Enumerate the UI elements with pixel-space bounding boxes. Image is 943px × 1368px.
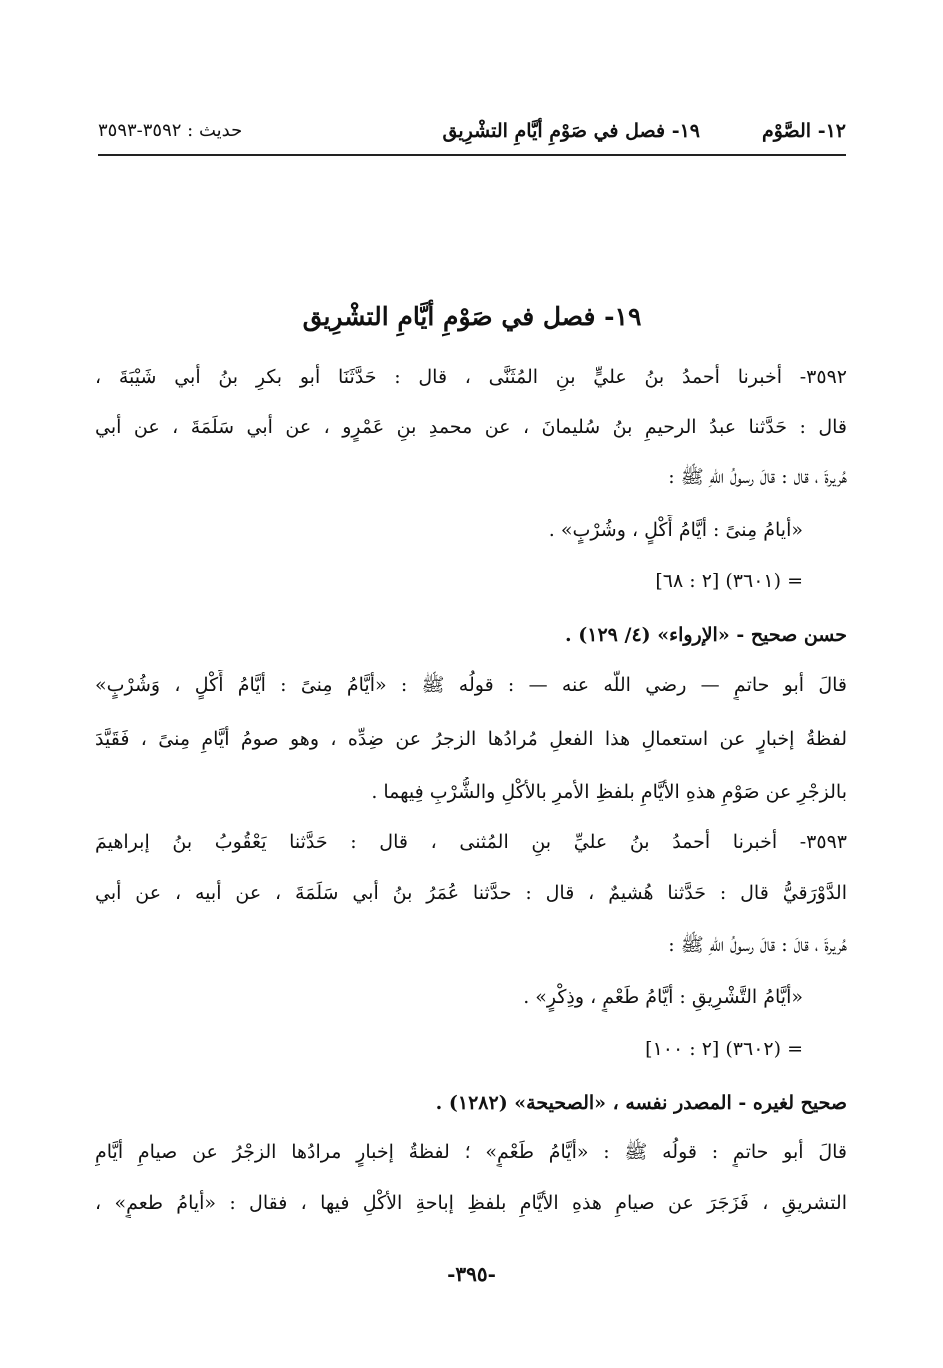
running-head-chapter: ١٩- فصل في صَوْمِ أيَّامِ التشْرِيق [442, 120, 700, 142]
running-head-book: ١٢- الصَّوْم [761, 120, 846, 142]
hadith-3593-text: «أيَّامُ التَّشْرِيقِ : أيَّامُ طَعْمٍ ، وذِكْرٍ» . [523, 986, 803, 1008]
hadith-3593-cross-reference: = (٣٦٠٢) [٢ : ١٠٠] [645, 1038, 803, 1060]
hadith-3592-grading: حسن صحيح - «الإرواء» (٤/ ١٢٩) . [565, 624, 847, 646]
hadith-3592-cross-reference: = (٣٦٠١) [٢ : ٦٨] [655, 570, 803, 592]
commentary-1-line-3: بالزجْرِ عن صَوْمِ هذهِ الأيَّامِ بلفظِ الأمرِ بالأكْلِ والشُّرْبِ فِيهما . [371, 781, 847, 803]
commentary-2-line-2: التشريقِ ، فَزَجَرَ عن صيامِ هذهِ الأيَّامِ بلفظِ إباحةِ الأكْلِ فيها ، فقال : «أيامُ طعمٍ» ، [95, 1192, 847, 1214]
hadith-3593-isnad-line-1: ٣٥٩٣- أخبرنا أحمدُ بنُ عليِّ بنِ المُثنى ، قال : حَدَّثنا يَعْقُوبُ بنُ إبراهيمَ [95, 831, 847, 853]
commentary-1-line-1: قالَ أبو حاتمٍ — رضي اللّه عنه — : قولُه ﷺ : «أيَّامُ مِنىً : أيَّامُ أَكْلٍ ، وَشُرْبٍ» [95, 674, 847, 696]
hadith-3593-grading: صحيح لغيره - المصدر نفسه ، «الصحيحة» (١٢٨٢) . [435, 1092, 847, 1114]
running-head [98, 114, 846, 156]
running-head-hadith-range: حديث : ٣٥٩٢-٣٥٩٣ [98, 120, 243, 141]
hadith-3593-isnad-line-2: الدَّوْرَقيُّ قال : حَدَّثنا هُشيمٌ ، قال : حدَّثنا عُمَرُ بنُ أبي سَلَمَةَ ، عن أبيه ، عن أبي [95, 882, 847, 904]
page-number: -٣٩٥- [447, 1262, 496, 1286]
hadith-3593-isnad-line-3: هُريرةَ ، قالَ : قالَ رسولُ اللّهِ ﷺ : [668, 934, 847, 956]
section-title: ١٩- فصل في صَوْمِ أيَّامِ التشْرِيق [302, 302, 642, 331]
hadith-3592-isnad-line-3: هُريرةَ ، قال : قالَ رسولُ اللّهِ ﷺ : [668, 466, 847, 488]
hadith-3592-text: «أيامُ مِنىً : أيَّامُ أَكْلٍ ، وشُرْبٍ» . [548, 519, 803, 541]
hadith-3592-isnad-line-2: قال : حَدَّثنا عبدُ الرحيمِ بنُ سُليمانَ ، عن محمدِ بنِ عَمْرٍو ، عن أبي سَلَمَةَ ، عن أبي [95, 416, 847, 438]
commentary-2-line-1: قالَ أبو حاتمٍ : قولُه ﷺ : «أيَّامُ طَعْمٍ» ؛ لفظةُ إخبارٍ مرادُها الزجْرُ عن صيامِ أيَّامِ [95, 1141, 847, 1163]
hadith-3592-isnad-line-1: ٣٥٩٢- أخبرنا أحمدُ بنُ عليٍّ بنِ المُثَنَّى ، قال : حَدَّثَنَا أبو بكرِ بنُ أبي شَيْبَةَ ، [95, 366, 847, 388]
commentary-1-line-2: لفظةُ إخبارٍ عن استعمالِ هذا الفعلِ مُرادُها الزجرُ عن ضِدِّه ، وهو صومُ أيَّامِ مِنىً ، فَقَيَّدَ [95, 728, 847, 750]
